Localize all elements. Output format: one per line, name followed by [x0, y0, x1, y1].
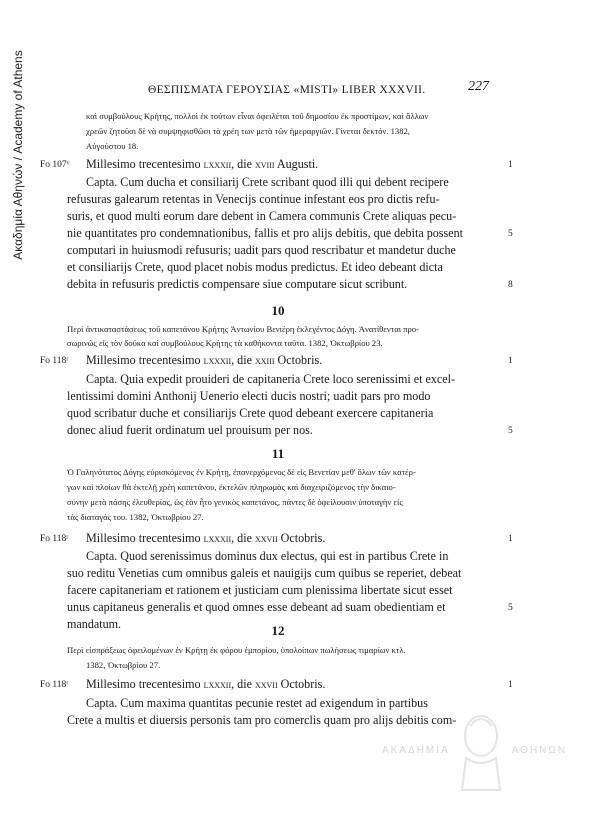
text-line: suris, et quod multi eorum dare debent in Camera communis Crete aliquas pecu- — [67, 209, 457, 223]
text-line: donec aliud fuerit ordinatum uel prouisum per nos. — [67, 423, 313, 437]
page-number: 227 — [468, 79, 489, 94]
text-line: computari in huiusmodi refusuris; uadit pars quod rescribatur et mandetur duche — [67, 243, 456, 257]
summary-line: χρεῶν ζητοῦσι δὲ νὰ συμψηφισθῶσι τὰ χρέη των μετὰ τῶν ἡμεραργιῶν. Γίνεται δεκτόν. 1382, — [86, 126, 410, 136]
line-number: 5 — [508, 603, 513, 613]
folio-reference: Fo 118ʳ — [40, 534, 69, 544]
running-head: ΘΕΣΠΙΣΜΑΤΑ ΓΕΡΟΥΣΙΑΣ «MISTI» LIBER XXXVII. — [148, 84, 426, 96]
date-line: Millesimo trecentesimo lxxxii, die xxvii Octobris. — [86, 531, 326, 545]
folio-reference: Fo 118ʳ — [40, 356, 69, 366]
text-line: Capta. Quia expedit prouideri de capitaneria Crete loco serenissimi et excel- — [86, 372, 456, 386]
line-number: 1 — [508, 534, 513, 544]
summary-line: σύνην μετὰ πάσης ἐλευθερίας, ὡς ἐὰν ἦτο γενικὸς καπετάνος, πάντες δὲ ὀφείλουσιν ὑποταγὴν εἰς — [67, 497, 403, 507]
summary-line: τὰς διαταγάς του. 1382, Ὀκτωβρίου 27. — [67, 512, 204, 522]
folio-reference: Fo 107ᵛ — [40, 160, 70, 170]
text-line: Capta. Cum maxima quantitas pecunie restet ad exigendum in partibus — [86, 696, 428, 710]
text-line: nie quantitates pro condemnationibus, fallis et pro alijs debitis, que debita possent — [67, 226, 463, 240]
summary-line: σωρινῶς εἰς τὸν δοῦκα καὶ συμβούλους Κρήτης τὰ καθήκοντα ταῦτα. 1382, Ὀκτωβρίου 23. — [67, 338, 383, 348]
text-line: facere capitaneriam et rationem et justiciam cum plenissima libertate sicut esset — [67, 583, 453, 597]
date-line: Millesimo trecentesimo lxxxii, die xviii Augusti. — [86, 157, 319, 171]
line-number: 1 — [508, 356, 513, 366]
line-number: 5 — [508, 229, 513, 239]
folio-reference: Fo 118ʳ — [40, 680, 69, 690]
text-line: Crete a multis et diuersis personis tam pro comerclis quam pro alijs debitis com- — [67, 713, 457, 727]
summary-line: γων καὶ πλοίων θὰ ἐκτελῇ χρέη καπετάνου, ἐκτελῶν πληρωμὰς καὶ διαχειριζόμενος τὴν δικαιο- — [67, 482, 396, 492]
text-line: mandatum. — [67, 617, 122, 631]
entry-number: 10 — [271, 303, 285, 318]
summary-line: Περὶ ἀντικαταστάσεως τοῦ καπετάνου Κρήτης Ἀντωνίου Βενιέρη ἐκλεγέντος Δόγη. Ἀνατίθενται προ- — [67, 324, 419, 334]
line-number: 1 — [508, 160, 513, 170]
entry-number: 11 — [271, 446, 285, 461]
date-line: Millesimo trecentesimo lxxxii, die xxvii Octobris. — [86, 677, 326, 691]
summary-line: Περὶ εἰσπράξεως ὀφειλομένων ἐν Κρήτῃ ἐκ φόρου ἐμπορίου, ὑπολοίπων πωλήσεως τιμαρίων κτλ. — [67, 645, 406, 655]
summary-line: Αὐγούστου 18. — [86, 141, 139, 151]
line-number: 1 — [508, 680, 513, 690]
text-line: lentissimi domini Anthonij Uenerio electi ducis nostri; uadit pars pro modo — [67, 389, 431, 403]
text-line: debita in refusuris predictis compensare siue computare sicut scribunt. — [67, 277, 408, 291]
line-number: 8 — [508, 280, 513, 290]
text-line: quod scribatur duche et consiliarijs Crete quod debeant exercere capitaneria — [67, 406, 434, 420]
text-line: et consiliarijs Crete, quod placet nobis modus predictus. Et ideo debeant dicta — [67, 260, 443, 274]
date-line: Millesimo trecentesimo lxxxii, die xxiii Octobris. — [86, 353, 323, 367]
entry-number: 12 — [271, 623, 285, 638]
text-line: Capta. Cum ducha et consiliarij Crete scribant quod illi qui debent recipere — [86, 175, 449, 189]
summary-line: 1382, Ὀκτωβρίου 27. — [86, 660, 161, 670]
summary-line: καὶ συμβούλους Κρήτης, πολλοὶ ἐκ τούτων εἶναι ὀφειλέται τοῦ δημοσίου ἐκ προστίμων, καὶ ἄλλων — [86, 111, 429, 121]
academy-watermark-text: ΑΚΑΔΗΜΙΑ ΑΘΗΝΩΝ — [382, 745, 568, 756]
summary-line: Ὁ Γαληνότατος Δόγης εὑρισκόμενος ἐν Κρήτῃ, ἐπανερχόμενος δὲ εἰς Βενετίαν μεθ' ὅλων τῶν κατέρ- — [67, 467, 416, 477]
side-watermark — [3, 40, 33, 270]
text-line: Capta. Quod serenissimus dominus dux electus, qui est in partibus Crete in — [86, 549, 449, 563]
side-watermark-text: Ακαδημία Αθηνών / Academy of Athens — [11, 50, 25, 260]
line-number: 5 — [508, 426, 513, 436]
text-line: refusuras galearum retentas in Venecijs continue infestant eos pro dictis refu- — [67, 192, 440, 206]
text-line: unus capitaneus generalis et quod omnes esse debeant ad suam obedientiam et — [67, 600, 446, 614]
text-line: suo reditu Venetias cum omnibus galeis et nauigijs cum quibus se reperiet, debeat — [67, 566, 462, 580]
